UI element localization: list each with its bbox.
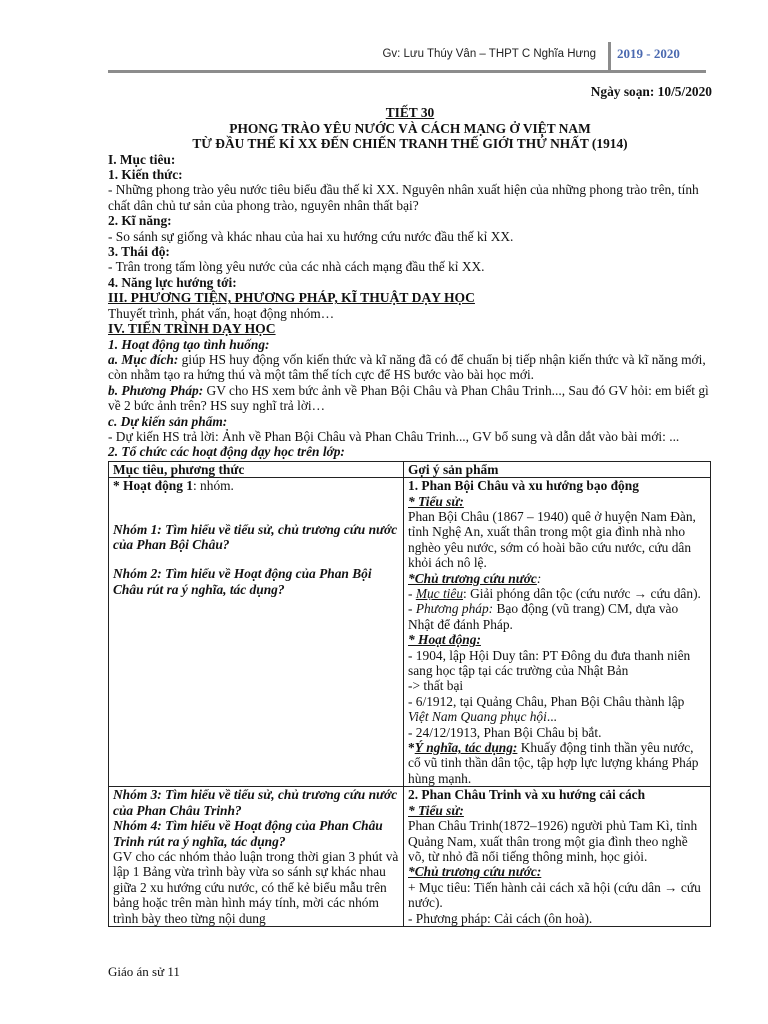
group3-task: Nhóm 3: Tìm hiểu về tiểu sử, chủ trương cứu nước của Phan Châu Trinh? <box>113 787 398 818</box>
date: Ngày soạn: 10/5/2020 <box>590 84 712 99</box>
method-text: GV cho HS xem bức ảnh về Phan Bội Châu và Phan Châu Trinh..., Sau đó GV hỏi: em biết gì về 2 bức ảnh trên? HS suy nghĩ trả lời… <box>108 382 709 414</box>
knowledge-heading: 1. Kiến thức: <box>108 167 183 183</box>
section4-heading: IV. TIẾN TRÌNH DẠY HỌC <box>108 321 276 337</box>
row1-left-cell <box>109 478 404 787</box>
pbc-meaning <box>408 740 706 786</box>
activity2-heading: 2. Tổ chức các hoạt động dạy học trên lớp: <box>108 444 345 460</box>
table-row <box>109 787 711 927</box>
pbc-policy-label: *Chủ trương cứu nước <box>408 570 537 586</box>
pbc-meaning-text: Khuấy động tinh thần yêu nước, cổ vũ tinh thần dân tộc, tập hợp lực lượng kháng Pháp hùng mạnh. <box>408 740 699 786</box>
title-line-2: TỪ ĐẦU THẾ KỈ XX ĐẾN CHIẾN TRANH THẾ GIỚI THỨ NHẤT (1914) <box>192 136 628 152</box>
pbc-method-label: Phương pháp: <box>415 601 494 617</box>
product-text: - Dự kiến HS trả lời: Ảnh về Phan Bội Châu và Phan Châu Trinh..., GV bổ sung và dẫn dắt vào bài mới: ... <box>108 428 680 444</box>
pbc-bio-label: * Tiểu sử: <box>408 493 464 509</box>
group4-task: Nhóm 4: Tìm hiểu về Hoạt động của Phan Châu Trinh rút ra ý nghĩa, tác dụng? <box>113 818 383 849</box>
purpose-label: a. Mục đích: <box>108 351 179 367</box>
title-line-1: PHONG TRÀO YÊU NƯỚC VÀ CÁCH MẠNG Ở VIỆT NAM <box>229 120 591 136</box>
pct-policy-label: *Chủ trương cứu nước: <box>408 864 542 880</box>
page-footer: Giáo án sử 11 <box>108 964 180 979</box>
attitude-heading: 3. Thái độ: <box>108 244 170 260</box>
lesson-number: TIẾT 30 <box>385 105 435 121</box>
pbc-bio-text: Phan Bội Châu (1867 – 1940) quê ở huyện Nam Đàn, tỉnh Nghệ An, xuất thân trong một gia đình nhà nho nghèo yêu nước, sớm có hoài bão cứu nước, cứu dân khỏi ách nô lệ. <box>408 508 696 571</box>
table-header-products: Gợi ý sản phẩm <box>404 461 711 477</box>
header-separator <box>608 42 611 70</box>
table-row <box>109 478 711 787</box>
pct-goal: + Mục tiêu: Tiến hành cải cách xã hội (cứu dân → cứu nước). <box>408 879 701 911</box>
objectives-heading: I. Mục tiêu: <box>108 151 176 167</box>
group1-task: Nhóm 1: Tìm hiểu về tiểu sử, chủ trương cứu nước của Phan Bội Châu? <box>113 521 398 552</box>
attitude-text: - Trân trong tấm lòng yêu nước của các nhà cách mạng đầu thế kỉ XX. <box>108 259 485 275</box>
pbc-method <box>408 601 706 632</box>
pct-title: 2. Phan Châu Trinh và xu hướng cải cách <box>408 787 646 803</box>
pbc-title: 1. Phan Bội Châu và xu hướng bạo động <box>408 478 639 494</box>
pbc-policy-line <box>408 571 706 586</box>
table-header-row <box>109 461 711 477</box>
method-paragraph <box>108 383 712 414</box>
skills-heading: 2. Kĩ năng: <box>108 213 172 229</box>
pbc-act2-text: - 6/1912, tại Quảng Châu, Phan Bội Châu thành lập <box>408 693 685 709</box>
section3-text: Thuyết trình, phát vấn, hoạt động nhóm… <box>108 305 335 321</box>
pbc-goal-prefix: - <box>408 586 416 601</box>
product-label: c. Dự kiến sản phẩm: <box>108 413 228 429</box>
pbc-activities-label: * Hoạt động: <box>408 632 481 648</box>
row2-left-cell <box>109 787 404 927</box>
pbc-act2-italic: Việt Nam Quang phục hội <box>408 709 547 725</box>
pbc-policy-colon: : <box>536 570 542 586</box>
row2-right-cell <box>404 787 711 927</box>
pbc-act1b: -> thất bại <box>408 678 464 694</box>
header-year: 2019 - 2020 <box>617 46 680 61</box>
pbc-goal <box>408 586 706 601</box>
document-body <box>108 84 712 927</box>
pct-method: - Phương pháp: Cải cách (ôn hoà). <box>408 910 593 926</box>
skills-text: - So sánh sự giống và khác nhau của hai xu hướng cứu nước đầu thế kỉ XX. <box>108 228 514 244</box>
pbc-method-text: Bạo động (vũ trang) CM, dựa vào Nhật để đánh Pháp. <box>408 601 679 632</box>
pct-bio-label: * Tiểu sử: <box>408 802 464 818</box>
group2-task: Nhóm 2: Tìm hiểu về Hoạt động của Phan Bội Châu rút ra ý nghĩa, tác dụng? <box>113 566 372 597</box>
activity1-label-line <box>113 478 399 493</box>
pbc-act1: - 1904, lập Hội Duy tân: PT Đông du đưa thanh niên sang học tập tại các trường của Nhật Bản <box>408 647 691 679</box>
pbc-act2 <box>408 694 706 725</box>
section3-heading: III. PHƯƠNG TIỆN, PHƯƠNG PHÁP, KĨ THUẬT DẠY HỌC <box>108 290 475 306</box>
knowledge-text: - Những phong trào yêu nước tiêu biểu đầu thế kỉ XX. Nguyên nhân xuất hiện của những phong trào trên, tính chất dân chủ tư sản của phong trào, nguyên nhân thất bại? <box>108 182 699 213</box>
pct-bio-text: Phan Châu Trinh(1872–1926) người phủ Tam Kì, tỉnh Quảng Nam, xuất thân trong một gia đình theo nghề võ, từ nhỏ đã nổi tiếng thông minh, học giỏi. <box>408 818 698 864</box>
purpose-paragraph <box>108 352 712 383</box>
header-teacher: Gv: Lưu Thúy Vân – THPT C Nghĩa Hưng <box>382 48 596 60</box>
method-label: b. Phương Pháp: <box>108 382 204 398</box>
activity1-rest: : nhóm. <box>192 478 234 494</box>
competence-heading: 4. Năng lực hướng tới: <box>108 274 237 290</box>
pbc-meaning-star: * <box>408 740 415 756</box>
table-header-objectives: Mục tiêu, phương thức <box>109 461 404 477</box>
purpose-text: giúp HS huy động vốn kiến thức và kĩ năng đã có để chuẩn bị tiếp nhận kiến thức và kĩ năng mới, còn nhằm tạo ra hứng thú và một tâm thế tích cực để HS bước vào bài học mới. <box>108 351 706 383</box>
pbc-goal-label: Mục tiêu <box>415 586 464 601</box>
activity1-heading: 1. Hoạt động tạo tình huống: <box>108 336 270 352</box>
pbc-meaning-label: Ý nghĩa, tác dụng: <box>414 740 518 756</box>
activities-table <box>108 461 711 927</box>
row1-right-cell <box>404 478 711 787</box>
activity1-label: * Hoạt động 1 <box>113 478 193 494</box>
pbc-act2-end: ... <box>546 709 557 725</box>
pbc-method-prefix: - <box>408 601 416 617</box>
page-header <box>108 42 706 73</box>
pbc-act3: - 24/12/1913, Phan Bội Châu bị bắt. <box>408 724 602 740</box>
pbc-goal-text: : Giải phóng dân tộc (cứu nước → cứu dân). <box>463 586 701 601</box>
teacher-instruction: GV cho các nhóm thảo luận trong thời gian 3 phút và lập 1 Bảng vừa trình bày vừa so sánh sự khác nhau giữa 2 xu hướng cứu nước, có thể kẻ biểu mẫu trên bảng hoặc trên màn hình máy tính, mời các nhóm trình bày theo từng nội dung <box>113 848 399 926</box>
